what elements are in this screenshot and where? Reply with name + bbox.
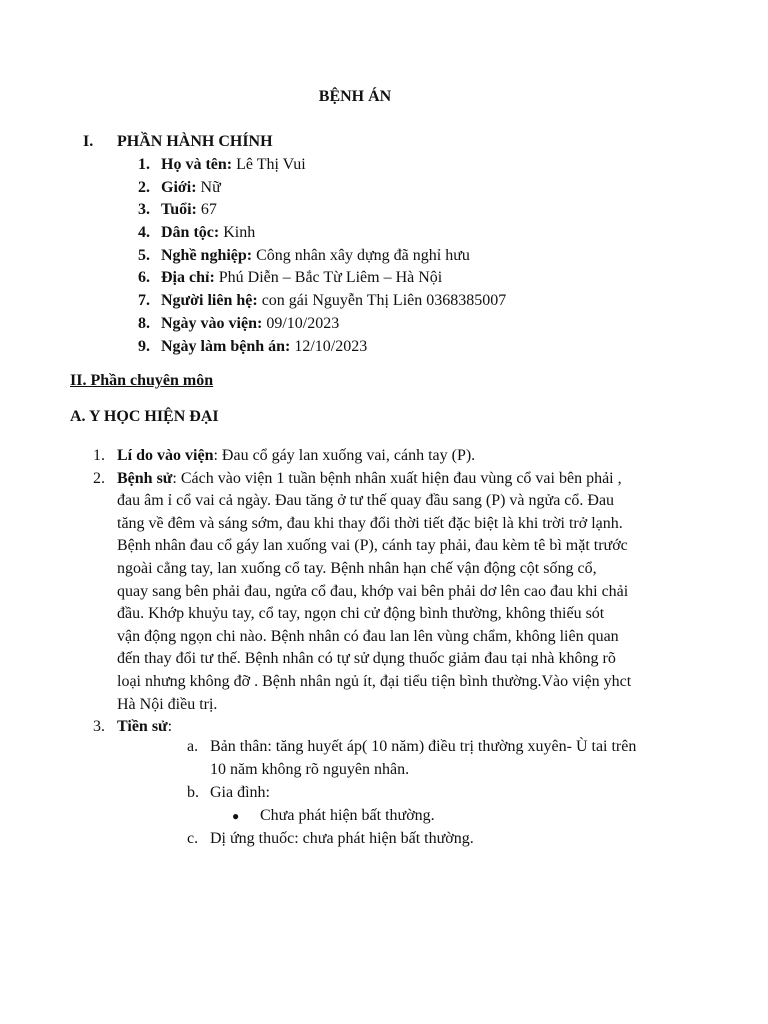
document-title: BỆNH ÁN: [318, 88, 392, 105]
history-line: [117, 468, 733, 491]
history-line: Bệnh nhân đau cổ gáy lan xuống vai (P), cánh tay phải, đau kèm tê bì mặt trước: [117, 537, 628, 555]
admin-item-name: [138, 154, 506, 177]
item-number: 9.: [138, 337, 150, 355]
item-label: Tiền sử: [117, 718, 168, 736]
sub-line: Bản thân: tăng huyết áp( 10 năm) điều trị thường xuyên- Ù tai trên: [210, 738, 637, 755]
sub-letter: a.: [187, 738, 199, 755]
admin-info-list: [138, 154, 506, 358]
bullet-icon: ●: [232, 809, 240, 823]
section-1-title: PHẦN HÀNH CHÍNH: [117, 133, 273, 150]
item-label: Địa chỉ:: [161, 269, 215, 287]
history-line: vận động ngọn chi nào. Bệnh nhân có đau lan lên vùng chẩm, không liên quan: [117, 627, 619, 645]
sub-item-c: [187, 828, 474, 851]
item-label: Giới:: [161, 178, 197, 196]
item-number: 1.: [138, 156, 150, 173]
reason-item: [93, 445, 733, 468]
reason-text: : Đau cổ gáy lan xuống vai, cánh tay (P).: [213, 447, 476, 464]
item-number: 2.: [138, 178, 150, 196]
section-2-heading: II. Phần chuyên môn: [70, 372, 214, 389]
item-label: Ngày làm bệnh án:: [161, 337, 291, 355]
past-allergy: [187, 828, 474, 851]
item-label: Họ và tên:: [161, 156, 233, 173]
item-value: Phú Diễn – Bắc Từ Liêm – Hà Nội: [214, 269, 443, 287]
item-label: Tuổi:: [161, 201, 197, 219]
item-label: Dân tộc:: [161, 224, 220, 242]
admin-item-ethnicity: [138, 222, 506, 245]
family-bullet: [232, 805, 435, 828]
sub-item-a: [187, 736, 636, 781]
section-1-heading: [83, 133, 273, 151]
admin-item-address: [138, 267, 506, 290]
bullet-text: Chưa phát hiện bất thường.: [260, 807, 435, 824]
item-number: 2.: [93, 469, 105, 487]
past-personal: [187, 736, 636, 781]
item-label: Nghề nghiệp:: [161, 246, 253, 264]
item-value: 67: [196, 201, 217, 219]
admin-item-admission-date: [138, 313, 506, 336]
sub-item-b: [187, 782, 270, 805]
history-line: đến thay đổi tư thế. Bệnh nhân có tự sử dụng thuốc giảm đau tại nhà không rõ: [117, 650, 616, 668]
item-number: 7.: [138, 292, 150, 310]
sub-line: 10 năm không rõ nguyên nhân.: [210, 760, 410, 778]
item-value: 12/10/2023: [290, 337, 368, 355]
item-number: 8.: [138, 314, 150, 332]
item-value: Nữ: [196, 178, 221, 196]
item-suffix: :: [167, 718, 173, 736]
item-number: 4.: [138, 224, 150, 242]
section-1-number: I.: [83, 133, 94, 150]
sub-text: Dị ứng thuốc: chưa phát hiện bất thường.: [210, 830, 474, 847]
item-label: Ngày vào viện:: [161, 314, 263, 332]
sub-letter: c.: [187, 830, 199, 847]
section-a-heading: A. Y HỌC HIỆN ĐẠI: [70, 408, 219, 425]
history-item: [93, 468, 733, 717]
item-number: 6.: [138, 269, 150, 287]
admin-item-age: [138, 199, 506, 222]
admin-item-record-date: [138, 336, 506, 359]
history-line: ngoài cẳng tay, lan xuống cổ tay. Bệnh nhân hạn chế vận động cột sống cổ,: [117, 559, 597, 577]
history-line: Hà Nội điều trị.: [117, 695, 218, 713]
history-line: quay sang bên phải đau, ngửa cổ đau, khớp vai bên phải dơ lên cao đau khi chải: [117, 582, 629, 600]
admin-item-gender: [138, 177, 506, 200]
item-value: con gái Nguyễn Thị Liên 0368385007: [257, 292, 507, 310]
item-number: 1.: [93, 447, 105, 464]
history-line: đầu. Khớp khuỷu tay, cổ tay, ngọn chi cử động bình thường, không thiếu sót: [117, 605, 605, 623]
history-line: đau âm ỉ cổ vai cả ngày. Đau tăng ở tư thế quay đầu sang (P) và ngửa cổ. Đau: [117, 492, 615, 510]
past-family: [187, 782, 270, 805]
admin-item-occupation: [138, 245, 506, 268]
history-line: loại nhưng không đỡ . Bệnh nhân ngủ ít, đại tiểu tiện bình thường.Vào viện yhct: [117, 672, 632, 690]
item-number: 5.: [138, 246, 150, 264]
history-line: tăng về đêm và sáng sớm, đau khi thay đổi thời tiết đặc biệt là khi trời trở lạnh.: [117, 514, 623, 532]
history-paragraph: [117, 468, 733, 717]
item-value: Lê Thị Vui: [232, 156, 306, 173]
item-value: 09/10/2023: [262, 314, 340, 332]
item-label: Lí do vào viện: [117, 447, 214, 464]
history-text: : Cách vào viện 1 tuần bệnh nhân xuất hiện đau vùng cổ vai bên phải ,: [172, 469, 622, 487]
item-number: 3.: [93, 718, 105, 736]
item-label: Bệnh sử: [117, 469, 173, 487]
admin-item-contact: [138, 290, 506, 313]
item-value: Công nhân xây dựng đã nghỉ hưu: [252, 246, 470, 264]
sub-letter: b.: [187, 784, 199, 801]
professional-content: [93, 445, 733, 739]
sub-text: Gia đình:: [210, 784, 270, 801]
item-value: Kinh: [219, 224, 256, 242]
item-label: Người liên hệ:: [161, 292, 258, 310]
item-number: 3.: [138, 201, 150, 219]
